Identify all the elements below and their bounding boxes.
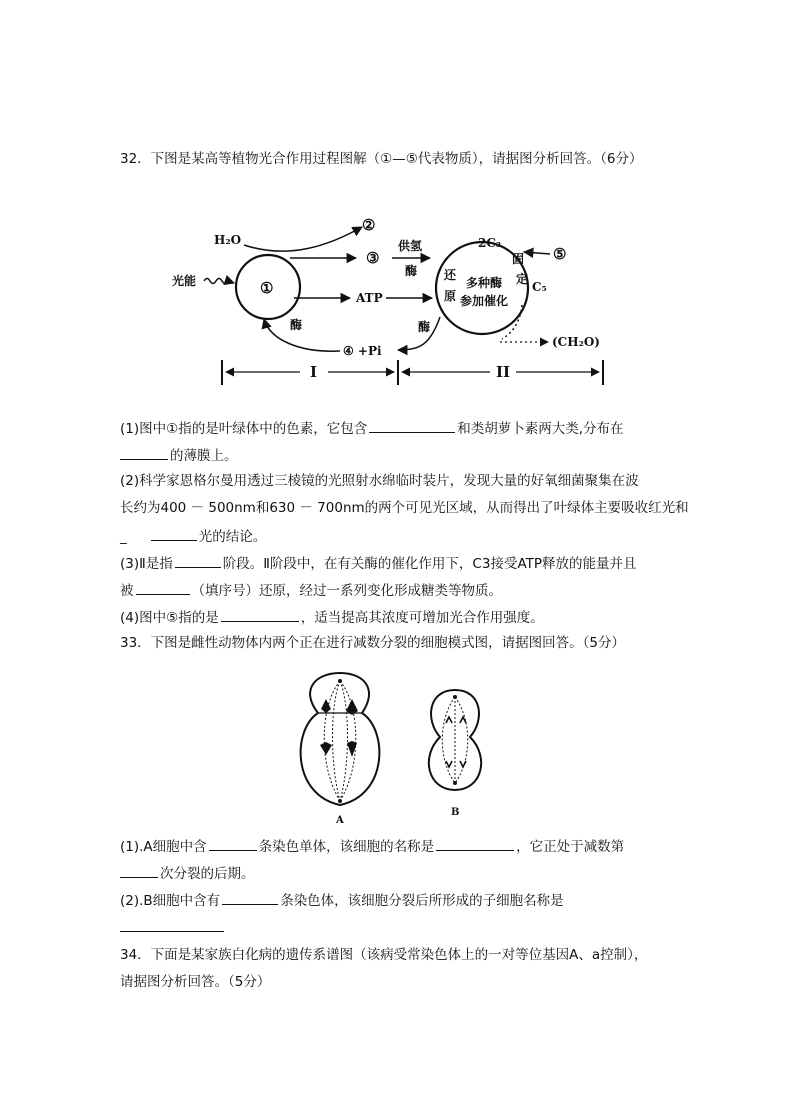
q33-sub2-line1: (2).B细胞中含有 条染色体，该细胞分裂后所形成的子细胞名称是: [120, 890, 564, 910]
enzyme-right-label: 酶: [418, 320, 431, 334]
q34-title-line1: 34．下面是某家族白化病的遗传系谱图（该病受常染色体上的一对等位基因A、a控制），: [120, 947, 648, 963]
cell-b-spindle: [442, 697, 468, 783]
answer-blank[interactable]: [120, 917, 224, 932]
q33-sub2-line2: [120, 917, 226, 937]
answer-blank[interactable]: [151, 526, 197, 541]
cell-a-label: A: [336, 815, 344, 825]
stage-1-label: I: [310, 363, 318, 381]
c3-label: 2C₃: [478, 236, 502, 250]
cell-a-outline: [301, 673, 380, 805]
answer-blank[interactable]: [369, 418, 455, 433]
reduction-char-1: 还: [444, 268, 457, 282]
answer-blank[interactable]: [120, 445, 168, 460]
reduction-char-2: 原: [444, 289, 457, 303]
answer-blank[interactable]: [436, 836, 514, 851]
fixation-char-1: 固: [512, 252, 525, 266]
adp-pi-label: ④ +Pi: [343, 344, 382, 358]
hydrogen-supply-enzyme: 酶: [405, 264, 418, 278]
cell-a-pole-bottom: [338, 799, 342, 803]
q32-title: 32．下图是某高等植物光合作用过程图解（①—⑤代表物质），请据图分析回答。（6分）: [120, 151, 643, 167]
product-5-label: ⑤: [553, 245, 567, 263]
answer-blank[interactable]: [136, 580, 190, 595]
co2-input-arrow: [524, 252, 550, 254]
c5-label: C₅: [532, 280, 547, 294]
light-energy-label: 光能: [172, 274, 197, 288]
cell-a-chromosomes: [320, 699, 358, 757]
water-split-arrow: [244, 227, 362, 251]
cell-b-pole-bottom: [453, 781, 457, 785]
enzyme-left-label: 酶: [290, 318, 303, 332]
cell-b-chromosomes: [446, 717, 466, 767]
q32-sub2-line1: (2)科学家恩格尔曼用透过三棱镜的光照射水绵临时装片，发现大量的好氧细菌聚集在波: [120, 473, 639, 489]
atp-label: ATP: [356, 291, 383, 305]
q32-sub1-line2: 的薄膜上。: [120, 445, 238, 465]
light-wave-arrow: [204, 279, 234, 284]
sugar-label: (CH₂O): [552, 335, 600, 349]
cell-b-pole-top: [453, 695, 457, 699]
cell-a-pole-top: [338, 679, 342, 683]
catalysis-label: 参加催化: [460, 294, 509, 308]
stage-2-label: II: [496, 363, 511, 381]
answer-blank[interactable]: [221, 607, 299, 622]
answer-blank[interactable]: [209, 836, 257, 851]
q32-sub1-line1: (1)图中①指的是叶绿体中的色素，它包含 和类胡萝卜素两大类,分布在: [120, 418, 624, 438]
q32-sub3-line1: (3)Ⅱ是指 阶段。Ⅱ阶段中，在有关酶的催化作用下，C3接受ATP释放的能量并且: [120, 553, 637, 573]
q32-sub3-line2: 被 （填序号）还原，经过一系列变化形成糖类等物质。: [120, 580, 502, 600]
q33-title: 33．下图是雌性动物体内两个正在进行减数分裂的细胞模式图，请据图回答。（5分）: [120, 635, 626, 651]
fixation-char-2: 定: [516, 272, 529, 286]
q32-sub2-line2: 长约为400 － 500nm和630 － 700nm的两个可见光区域，从而得出了叶绿体主要吸收红光和: [120, 500, 689, 516]
answer-blank[interactable]: [175, 553, 221, 568]
q32-sub4: (4)图中⑤指的是 ，适当提高其浓度可增加光合作用强度。: [120, 607, 544, 627]
q34-title-line2: 请据图分析回答。（5分）: [120, 974, 271, 990]
meiosis-cells-diagram: [0, 665, 790, 825]
multi-enzyme-label: 多种酶: [466, 276, 503, 290]
answer-blank[interactable]: [222, 890, 278, 905]
product-2-label: ②: [362, 216, 376, 234]
hydrogen-supply-label: 供氢: [398, 239, 423, 253]
q33-sub1-line2: 次分裂的后期。: [120, 863, 255, 883]
q33-sub1-line1: (1).A细胞中含 条染色单体，该细胞的名称是 ，它正处于减数第: [120, 836, 624, 856]
q32-sub2-line3: _ 光的结论。: [120, 526, 266, 546]
cell-b-label: B: [451, 807, 460, 818]
product-3-label: ③: [366, 249, 380, 267]
cell-a-spindle: [324, 681, 356, 801]
answer-blank[interactable]: [120, 863, 158, 878]
h2o-label: H₂O: [214, 233, 242, 247]
pigment-label: ①: [260, 279, 274, 297]
photosynthesis-diagram: [0, 205, 790, 385]
